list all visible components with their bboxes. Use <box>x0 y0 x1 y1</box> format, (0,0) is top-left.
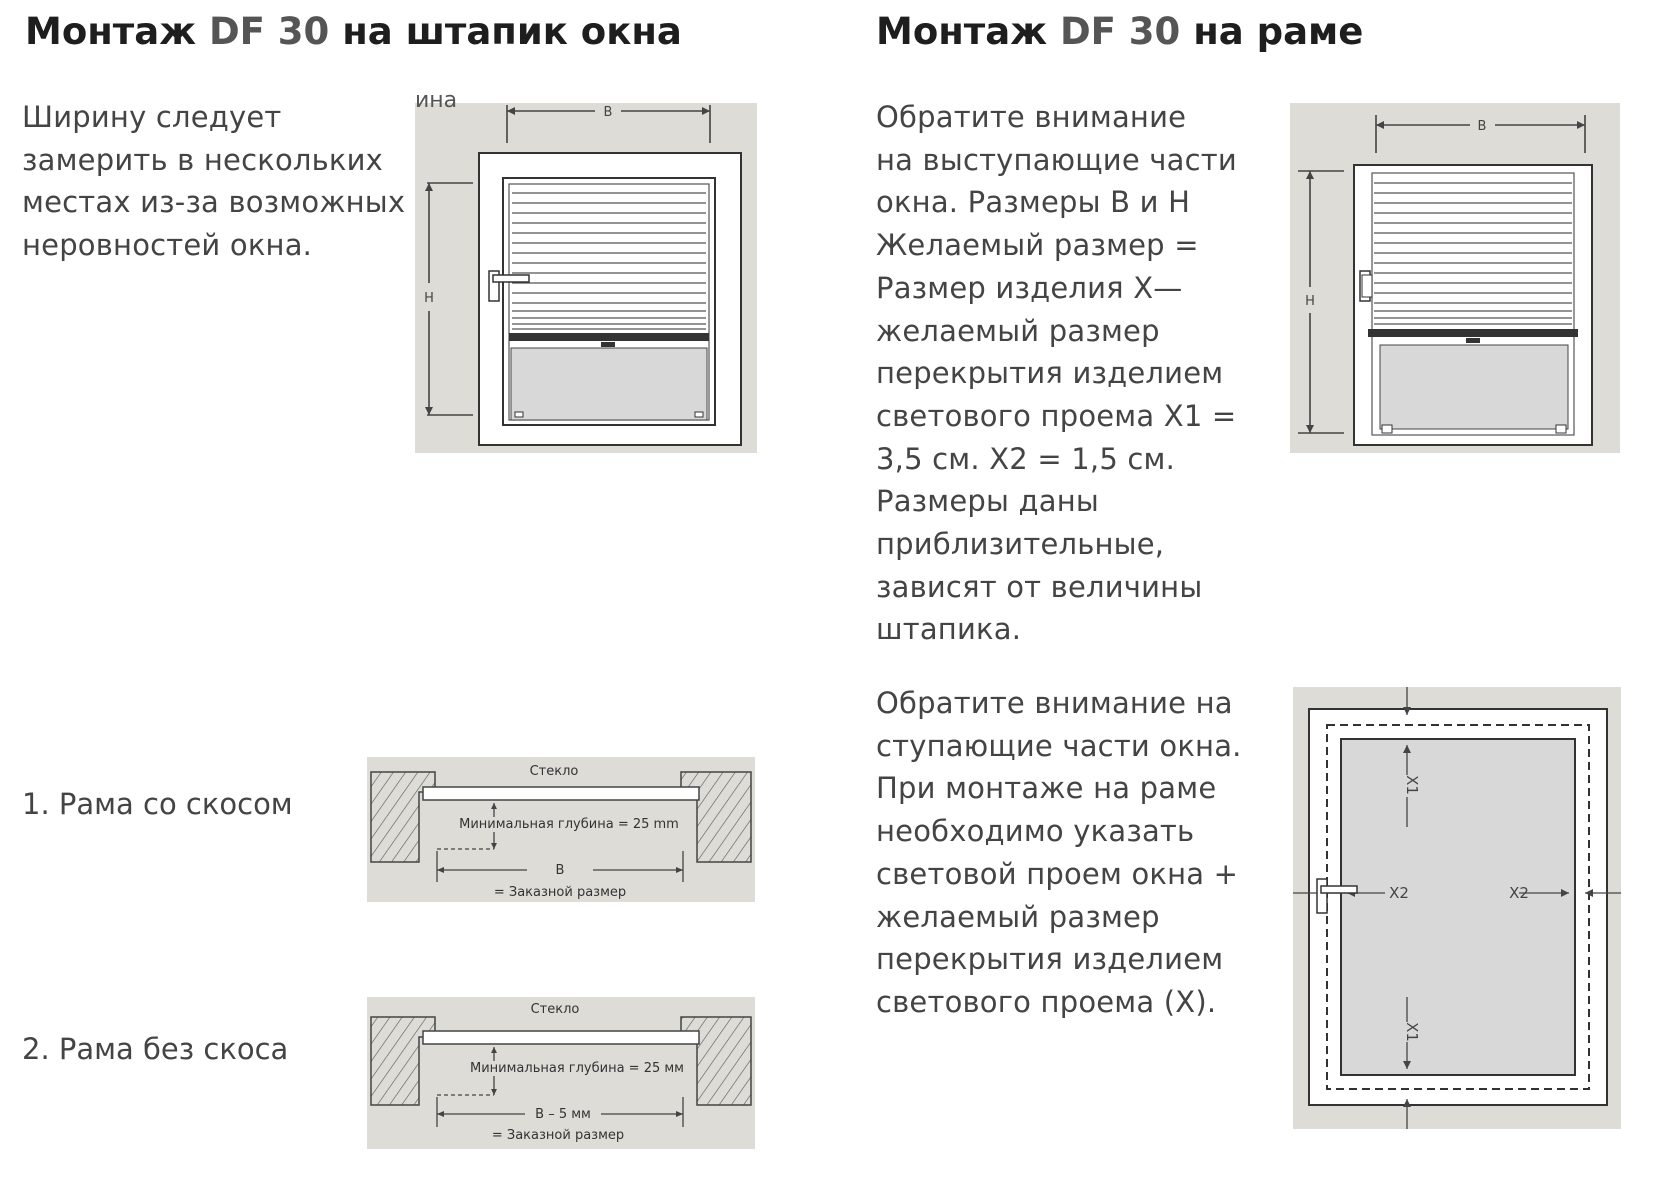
right-paragraph-2 <box>876 682 1242 1024</box>
paragraph-line: желаемый размер <box>876 899 1160 934</box>
right-paragraph-1 <box>876 96 1237 651</box>
bevel-frame-diagram <box>367 757 755 902</box>
frame-no-bevel-label: 2. Рама без скоса <box>22 1032 289 1066</box>
paragraph-line: Ширину следует <box>22 100 282 134</box>
paragraph-line: зависят от величины <box>876 569 1203 604</box>
paragraph-line: Обратите внимание <box>876 100 1187 134</box>
paragraph-line: окна. Размеры B и H <box>876 185 1191 220</box>
paragraph-line: светового проема (X). <box>876 984 1217 1019</box>
height-mark-h: H <box>1305 294 1315 309</box>
paragraph-line: световой проем окна + <box>876 856 1239 891</box>
paragraph-line: Размер изделия X— <box>876 270 1183 305</box>
paragraph-line: местах из-за возможных <box>22 185 406 220</box>
x2-label-right: X2 <box>1509 884 1529 902</box>
width-mark-b: B <box>1477 119 1487 134</box>
order-size-label: = Заказной размер <box>491 1128 625 1143</box>
paragraph-line: перекрытия изделием <box>876 356 1224 391</box>
paragraph-line: приблизительные, <box>876 527 1165 562</box>
paragraph-line: Обратите внимание на <box>876 686 1233 720</box>
paragraph-line: Размеры даны <box>876 484 1100 519</box>
paragraph-line: на выступающие части <box>876 142 1237 177</box>
glass-label: Стекло <box>529 764 579 779</box>
left-section-title <box>25 10 682 53</box>
width-b-label: B <box>555 863 565 878</box>
title-suffix: на штапик окна <box>342 10 682 53</box>
order-size-label: = Заказной размер <box>493 885 627 900</box>
no-bevel-frame-diagram <box>367 997 755 1149</box>
x1-label-bottom: X1 <box>1403 1022 1421 1042</box>
title-suffix: на раме <box>1193 10 1364 53</box>
min-depth-label: Минимальная глубина = 25 mm <box>459 817 679 832</box>
paragraph-line: 3,5 см. X2 = 1,5 см. <box>876 441 1176 476</box>
paragraph-line: необходимо указать <box>876 814 1195 849</box>
min-depth-label: Минимальная глубина = 25 мм <box>470 1061 684 1076</box>
frame-mount-diagram <box>1290 103 1620 453</box>
height-mark-h: H <box>424 291 434 306</box>
bead-mount-diagram <box>415 88 757 453</box>
width-b-minus-label: B – 5 мм <box>535 1107 591 1122</box>
paragraph-line: неровностей окна. <box>22 228 313 263</box>
paragraph-line: замерить в нескольких <box>22 142 384 177</box>
title-prefix: Монтаж <box>25 10 197 53</box>
paragraph-line: перекрытия изделием <box>876 942 1224 977</box>
overlap-diagram <box>1293 687 1621 1129</box>
paragraph-line: ступающие части окна. <box>876 728 1242 763</box>
paragraph-line: Желаемый размер = <box>876 228 1199 263</box>
title-prefix: Монтаж <box>876 10 1048 53</box>
left-measure-paragraph <box>22 96 405 267</box>
paragraph-line: При монтаже на раме <box>876 771 1217 806</box>
width-mark-b: B <box>603 105 613 120</box>
paragraph-line: светового проема X1 = <box>876 398 1237 433</box>
x1-label-top: X1 <box>1403 775 1421 795</box>
paragraph-line: штапика. <box>876 612 1022 647</box>
glass-label: Стекло <box>530 1002 580 1017</box>
frame-bevel-label: 1. Рама со скосом <box>22 787 293 821</box>
title-model: DF 30 <box>208 10 330 53</box>
right-section-title <box>876 10 1363 53</box>
paragraph-line: желаемый размер <box>876 313 1160 348</box>
cut-off-caption-fragment: ина <box>415 88 458 113</box>
title-model: DF 30 <box>1059 10 1181 53</box>
x2-label-left: X2 <box>1389 884 1409 902</box>
